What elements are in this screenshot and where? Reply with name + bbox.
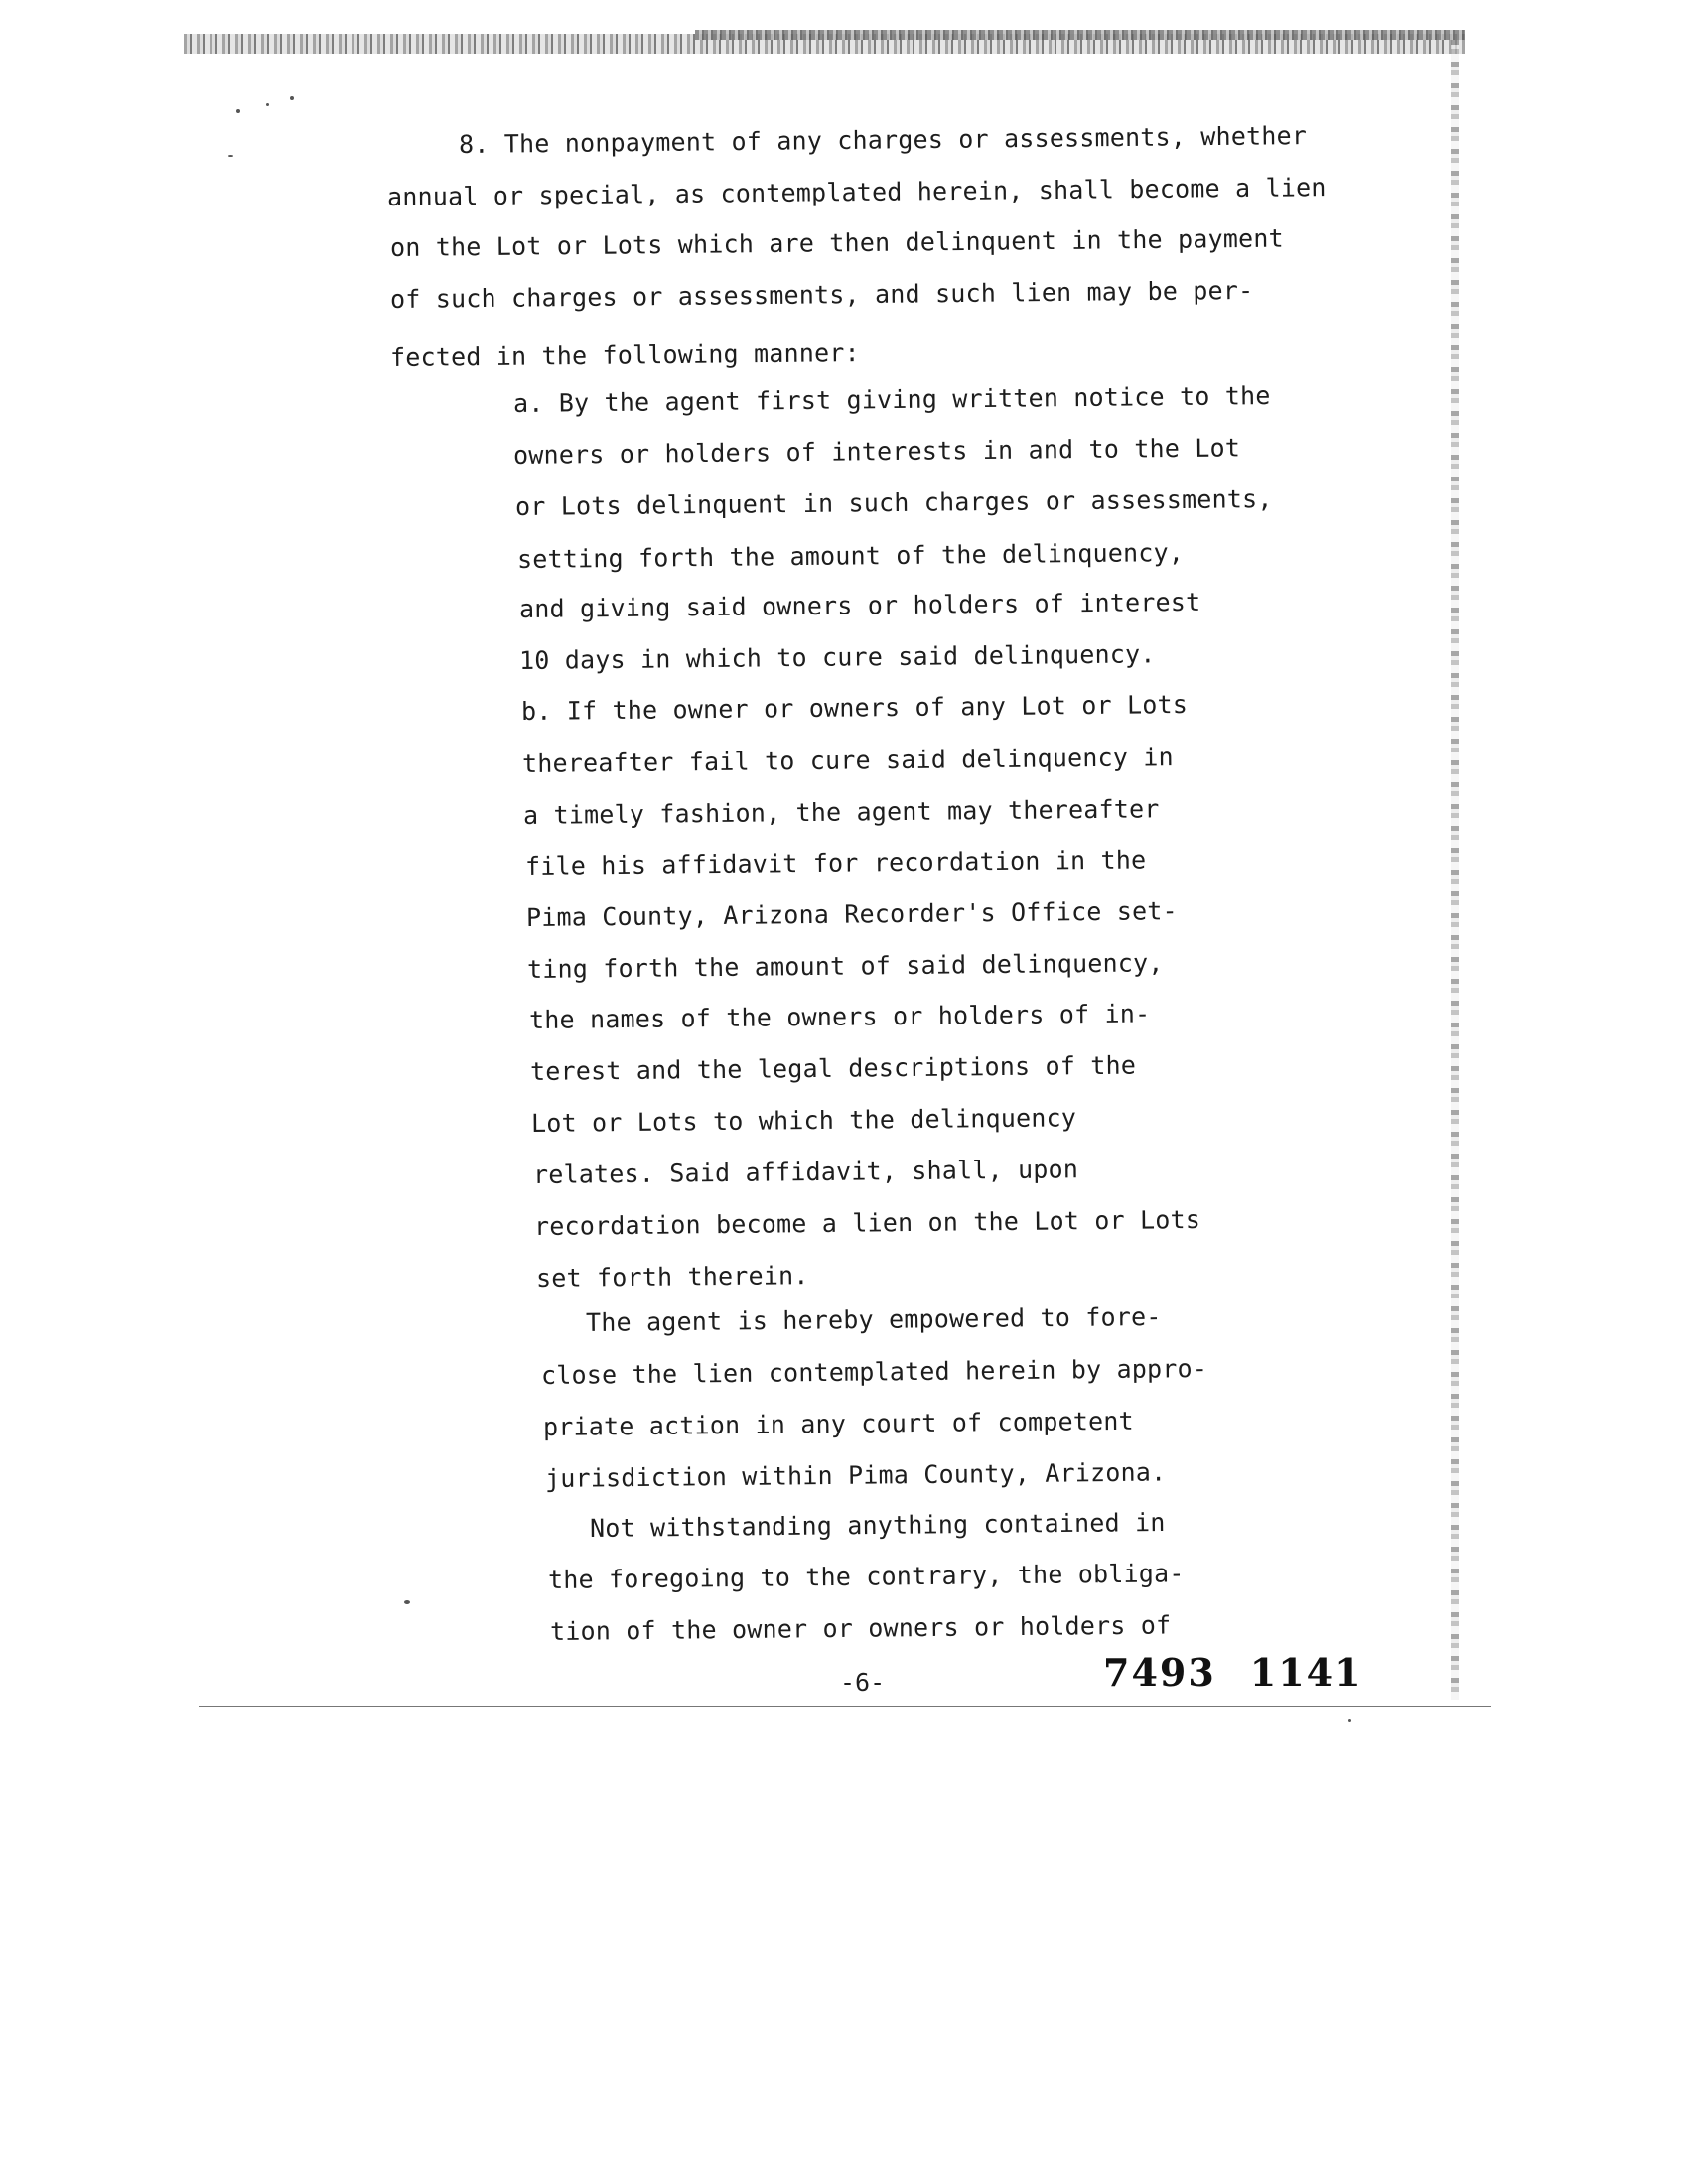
item-b-line: file his affidavit for recordation in the xyxy=(524,845,1147,881)
item-b-line: set forth therein. xyxy=(535,1261,809,1293)
recording-stamp xyxy=(1103,1650,1397,1695)
scan-speck xyxy=(404,1600,410,1604)
item-b-line: b. If the owner or owners of any Lot or Lots xyxy=(520,689,1189,726)
foreclose-paragraph-line: priate action in any court of competent xyxy=(542,1406,1134,1441)
paragraph-8-line: 8. The nonpayment of any charges or assessments, whether xyxy=(458,121,1308,159)
paragraph-8-line: fected in the following manner: xyxy=(389,339,860,372)
item-a-line: setting forth the amount of the delinquency, xyxy=(516,537,1185,574)
item-a-line: and giving said owners or holders of interest xyxy=(518,587,1201,623)
item-a-line: 10 days in which to cure said delinquency. xyxy=(518,639,1156,675)
scan-speck xyxy=(228,155,233,157)
foreclose-paragraph-line: The agent is hereby empowered to fore- xyxy=(585,1301,1162,1337)
item-a-line: owners or holders of interests in and to the Lot xyxy=(512,433,1241,470)
page-number: -6- xyxy=(840,1668,886,1697)
paragraph-8-line: annual or special, as contemplated herein, shall become a lien xyxy=(386,173,1327,211)
notwithstanding-paragraph-line: Not withstanding anything contained in xyxy=(589,1507,1166,1543)
item-a-line: or Lots delinquent in such charges or assessments, xyxy=(514,484,1273,521)
item-b-line: recordation become a lien on the Lot or Lots xyxy=(533,1204,1201,1241)
scan-speck xyxy=(266,103,269,106)
scan-speck xyxy=(290,96,294,100)
recording-page-number: 1141 xyxy=(1249,1650,1363,1695)
item-a-line: a. By the agent first giving written notice to the xyxy=(512,381,1271,418)
item-b-line: Pima County, Arizona Recorder's Office set- xyxy=(525,896,1178,932)
foreclose-paragraph-line: close the lien contemplated herein by appro- xyxy=(540,1353,1208,1390)
scan-speck xyxy=(236,109,240,113)
item-b-line: ting forth the amount of said delinquency, xyxy=(526,948,1164,984)
paragraph-8-line: of such charges or assessments, and such lien may be per- xyxy=(389,275,1254,314)
item-b-line: relates. Said affidavit, shall, upon xyxy=(532,1155,1079,1189)
item-b-line: the names of the owners or holders of in- xyxy=(528,999,1151,1034)
scan-speck xyxy=(1348,1719,1351,1722)
paragraph-8-line: on the Lot or Lots which are then delinquent in the payment xyxy=(389,223,1284,262)
notwithstanding-paragraph-line: the foregoing to the contrary, the obliga- xyxy=(547,1559,1185,1594)
scan-edge-right xyxy=(1451,40,1459,1700)
scan-edge-bottom xyxy=(199,1706,1491,1707)
foreclose-paragraph-line: jurisdiction within Pima County, Arizona. xyxy=(544,1457,1167,1493)
item-b-line: a timely fashion, the agent may thereafter xyxy=(522,794,1160,830)
notwithstanding-paragraph-line: tion of the owner or owners or holders of xyxy=(549,1610,1172,1646)
item-b-line: thereafter fail to cure said delinquency in xyxy=(521,743,1174,778)
item-b-line: Lot or Lots to which the delinquency xyxy=(530,1103,1077,1138)
scan-edge-top-dark xyxy=(695,30,1465,40)
item-b-line: terest and the legal descriptions of the xyxy=(529,1050,1137,1086)
docket-number: 7493 xyxy=(1103,1650,1216,1695)
